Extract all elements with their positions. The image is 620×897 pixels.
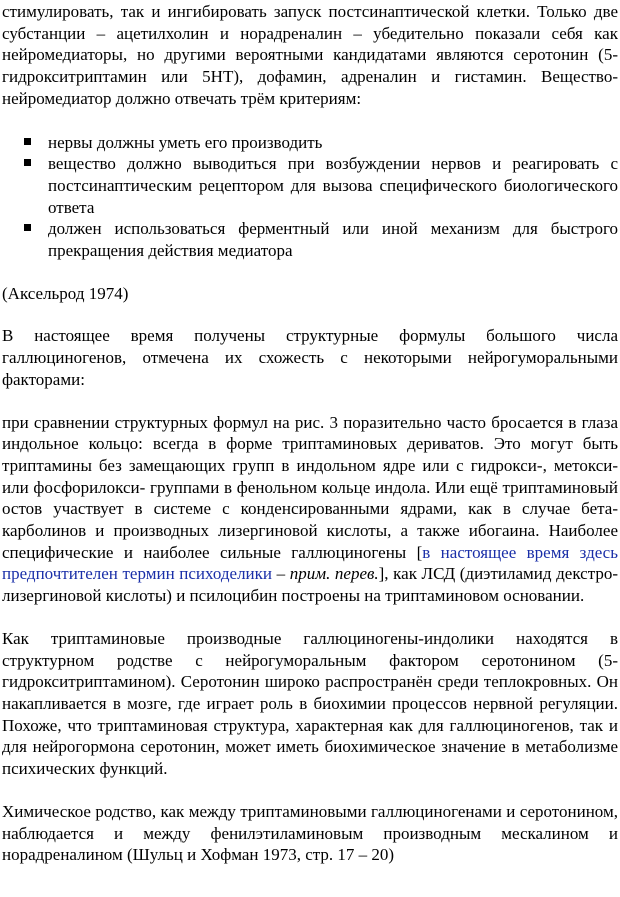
paragraph-intro: стимулировать, так и ингибировать запуск постсинаптической клетки. Только две субстанции – ацетилхолин и норадреналин – убедительно показали себя как нейромедиаторы, но другими вероятными кандидатами являются серотонин (5-гидрокситриптамин или 5HT), дофамин, адреналин и гистамин. Вещество-нейромедиатор должно отвечать трём критериям: <box>2 2 618 108</box>
list-item-text: нервы должны уметь его производить <box>48 132 323 152</box>
indole-text-after-note: ], как ЛСД (диэтиламид декстро-лизергиновой кислоты) и псилоцибин построены на триптаминовом основании. <box>2 564 619 606</box>
list-item-text: вещество должно выводиться при возбуждении нервов и реагировать с постсинаптическим рецептором для вызова специфического биологического ответа <box>48 154 618 217</box>
paragraph-serotonin: Как триптаминовые производные галлюциногены-индолики находятся в структурном родстве с нейрогуморальным фактором серотонином (5-гидрокситриптамином). Серотонин широко распространён среди теплокровных. Он накапливается в мозге, где играет роль в биохимии процессов нервной регуляции. Похоже, что триптаминовая структура, характерная как для галлюциногенов, так и для нейрогормона серотонин, может иметь биохимическое значение в метаболизме психических функций. <box>2 628 618 779</box>
square-bullet-icon <box>24 159 31 166</box>
paragraph-indole <box>2 412 618 607</box>
list-item <box>2 153 618 218</box>
square-bullet-icon <box>24 138 31 145</box>
list-item-text: должен использоваться ферментный или иной механизм для быстрого прекращения действия медиатора <box>48 219 618 261</box>
square-bullet-icon <box>24 224 31 231</box>
criteria-list <box>2 132 618 262</box>
translator-note-label: прим. перев. <box>289 564 379 584</box>
paragraph-mescaline: Химическое родство, как между триптаминовыми галлюциногенами и серотонином, наблюдается и между фенилэтиламиновым производным мескалином и норадреналином (Шульц и Хофман 1973, стр. 17 – 20) <box>2 801 618 865</box>
translator-note-dash: – <box>272 564 290 584</box>
translator-note: в настоящее время здесь предпочтителен термин психоделики <box>2 542 618 584</box>
list-item <box>2 218 618 261</box>
indole-text-before-note: при сравнении структурных формул на рис. 3 поразительно часто бросается в глаза индольное кольцо: всегда в форме триптаминовых дериватов. Это могут быть триптамины без замещающих групп в индольном ядре или с гидрокси-, метокси- или фосфорилокси- группами в фенольном кольце индола. Или ещё триптаминовый остов участвует в системе с конденсированными ядрами, как в случае бета-карболинов и производных лизергиновой кислоты, а также ибогаина. Наиболее специфические и наиболее сильные галлюциногены [ <box>2 412 618 562</box>
citation-axelrod: (Аксельрод 1974) <box>2 283 129 303</box>
list-item <box>2 132 618 154</box>
paragraph-structures: В настоящее время получены структурные формулы большого числа галлюциногенов, отмечена их схожесть с некоторыми нейрогуморальными факторами: <box>2 326 618 389</box>
